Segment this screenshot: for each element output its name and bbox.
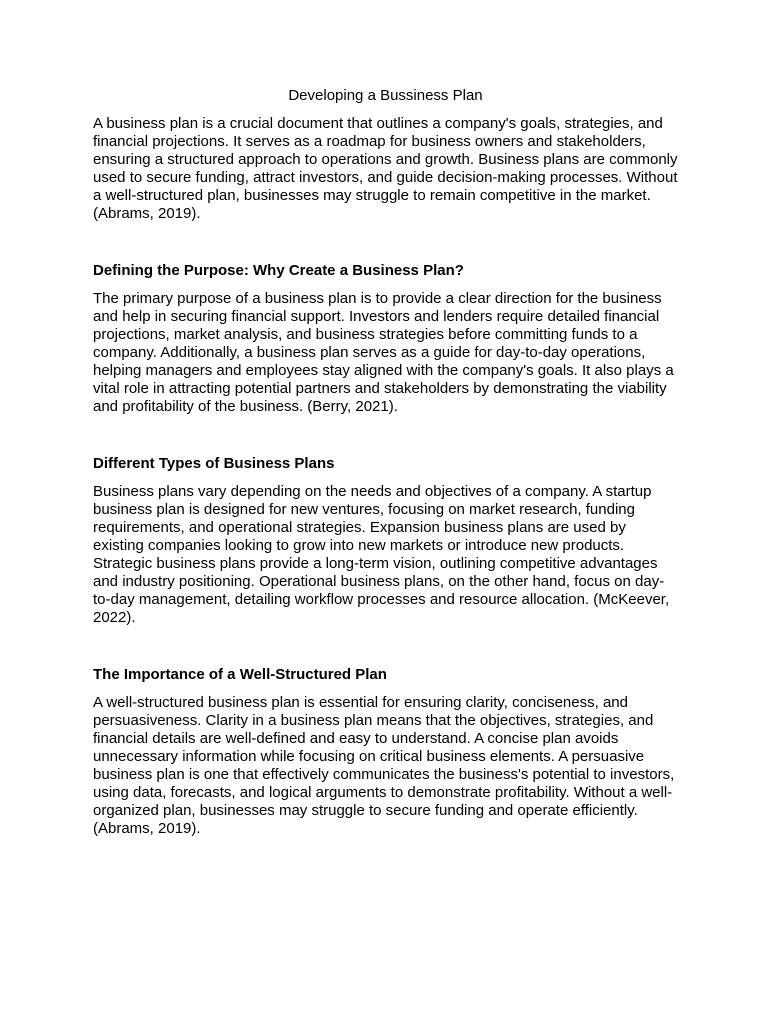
intro-paragraph: A business plan is a crucial document that outlines a company's goals, strategies, and financial projections. It serves as a roadmap for business owners and stakeholders, ensuring a structured approach to operations and growth. Business plans are commonly used to secure funding, attract investors, and guide decision-making processes. Without a well-structured plan, businesses may struggle to remain competitive in the market. (Abrams, 2019). [93, 115, 678, 222]
section-importance [93, 666, 678, 838]
section-paragraph: A well-structured business plan is essential for ensuring clarity, conciseness, and persuasiveness. Clarity in a business plan means that the objectives, strategies, and financial details are well-defined and easy to understand. A concise plan avoids unnecessary information while focusing on critical business elements. A persuasive business plan is one that effectively communicates the business's potential to investors, using data, forecasts, and logical arguments to demonstrate profitability. Without a well-organized plan, businesses may struggle to secure funding and operate efficiently. (Abrams, 2019). [93, 694, 675, 837]
section-paragraph: Business plans vary depending on the needs and objectives of a company. A startup business plan is designed for new ventures, focusing on market research, funding requirements, and operational strategies. Expansion business plans are used by existing companies looking to grow into new markets or introduce new products. Strategic business plans provide a long-term vision, outlining competitive advantages and industry positioning. Operational business plans, on the other hand, focus on day-to-day management, detailing workflow processes and resource allocation. (McKeever, 2022). [93, 483, 670, 626]
section-types [93, 455, 678, 627]
document-page [93, 87, 678, 838]
section-heading: Defining the Purpose: Why Create a Business Plan? [93, 262, 464, 279]
section-purpose [93, 262, 678, 416]
section-heading: Different Types of Business Plans [93, 455, 335, 472]
document-title: Developing a Bussiness Plan [288, 87, 483, 104]
section-paragraph: The primary purpose of a business plan is to provide a clear direction for the business and help in securing financial support. Investors and lenders require detailed financial projections, market analysis, and business strategies before committing funds to a company. Additionally, a business plan serves as a guide for day-to-day operations, helping managers and employees stay aligned with the company's goals. It also plays a vital role in attracting potential partners and stakeholders by demonstrating the viability and profitability of the business. (Berry, 2021). [93, 290, 674, 415]
section-heading: The Importance of a Well-Structured Plan [93, 666, 387, 683]
